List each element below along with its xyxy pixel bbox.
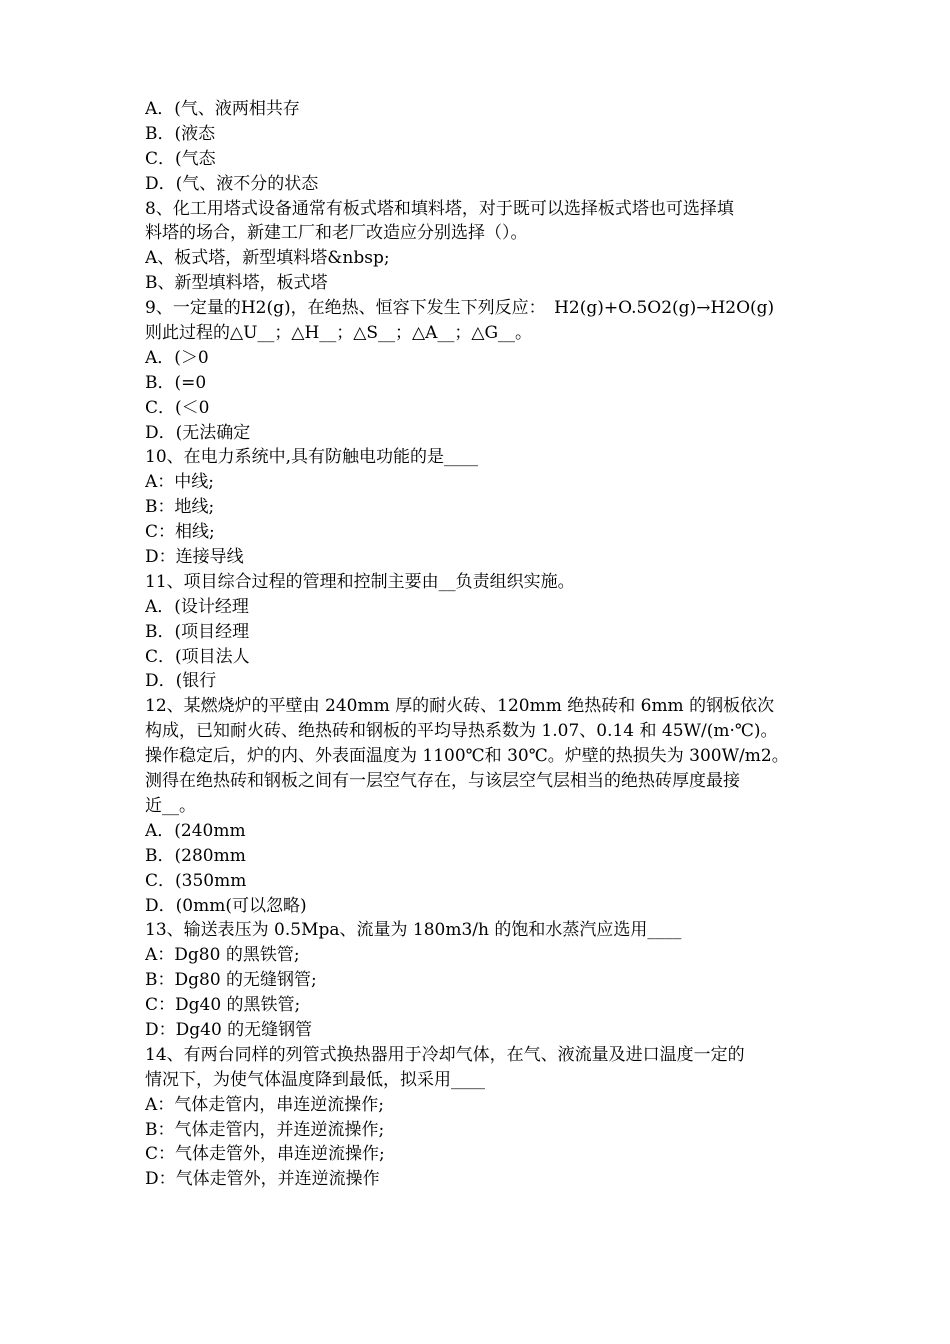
text-line: C：Dg40 的黑铁管; [145,995,301,1016]
text-line: 测得在绝热砖和钢板之间有一层空气存在，与该层空气层相当的绝热砖厚度最接 [145,771,740,792]
text-line: B：地线; [145,497,215,518]
text-line: D．(气、液不分的状态 [145,173,319,194]
text-line: B．(280mm [145,845,246,866]
text-line: 则此过程的△U__；△H__；△S__；△A__；△G__。 [145,323,533,344]
text-body [145,97,815,1192]
text-line: C．(项目法人 [145,646,250,667]
text-line: B：气体走管内，并连逆流操作; [145,1119,385,1140]
text-line: A：中线; [145,472,215,493]
text-line: C．(＜0 [145,397,210,418]
text-line: B．(液态 [145,123,216,144]
text-line: 近__。 [145,795,196,816]
text-line: 情况下，为使气体温度降到最低，拟采用____ [145,1069,485,1090]
text-line: 11、项目综合过程的管理和控制主要由__负责组织实施。 [145,571,575,592]
text-line: 料塔的场合，新建工厂和老厂改造应分别选择（）。 [145,223,528,244]
text-line: D：气体走管外，并连逆流操作 [145,1169,380,1190]
text-line: 构成，已知耐火砖、绝热砖和钢板的平均导热系数为 1.07、0.14 和 45W/(m·℃)。 [145,721,778,742]
text-line: B、新型填料塔，板式塔 [145,273,328,294]
text-line: A．(气、液两相共存 [145,99,300,119]
text-line: A、板式塔，新型填料塔&nbsp; [145,248,390,269]
text-line: A．(＞0 [145,347,209,368]
text-line: 13、输送表压为 0.5Mpa、流量为 180m3/h 的饱和水蒸汽应选用____ [145,920,682,941]
text-line: B：Dg80 的无缝钢管; [145,970,317,991]
text-line: 10、在电力系统中,具有防触电功能的是____ [145,447,479,468]
text-line: B．(=0 [145,372,207,393]
text-line: B．(项目经理 [145,621,250,642]
text-line: C：气体走管外，串连逆流操作; [145,1144,385,1165]
text-line: 14、有两台同样的列管式换热器用于冷却气体，在气、液流量及进口温度一定的 [145,1044,745,1065]
text-line: 12、某燃烧炉的平壁由 240mm 厚的耐火砖、120mm 绝热砖和 6mm 的钢板依次 [145,696,775,717]
text-line: D．(无法确定 [145,422,251,443]
text-line: D：Dg40 的无缝钢管 [145,1019,313,1040]
text-line: A．(240mm [145,820,246,841]
text-line: A：气体走管内，串连逆流操作; [145,1094,385,1115]
text-line: A．(设计经理 [145,596,249,617]
text-line: C：相线; [145,522,215,543]
text-line: D．(0mm(可以忽略) [145,895,307,916]
text-line: 9、一定量的H2(g)，在绝热、恒容下发生下列反应： H2(g)+O.5O2(g)→H2O(g) [145,298,775,319]
text-line: C．(气态 [145,148,216,169]
text-line: A：Dg80 的黑铁管; [145,945,300,966]
text-line: C．(350mm [145,870,247,891]
text-line: 8、化工用塔式设备通常有板式塔和填料塔，对于既可以选择板式塔也可选择填 [145,198,734,219]
text-line: D：连接导线 [145,547,244,568]
text-line: 操作稳定后，炉的内、外表面温度为 1100℃和 30℃。炉壁的热损失为 300W/m2。 [145,746,789,767]
text-line: D．(银行 [145,671,217,692]
